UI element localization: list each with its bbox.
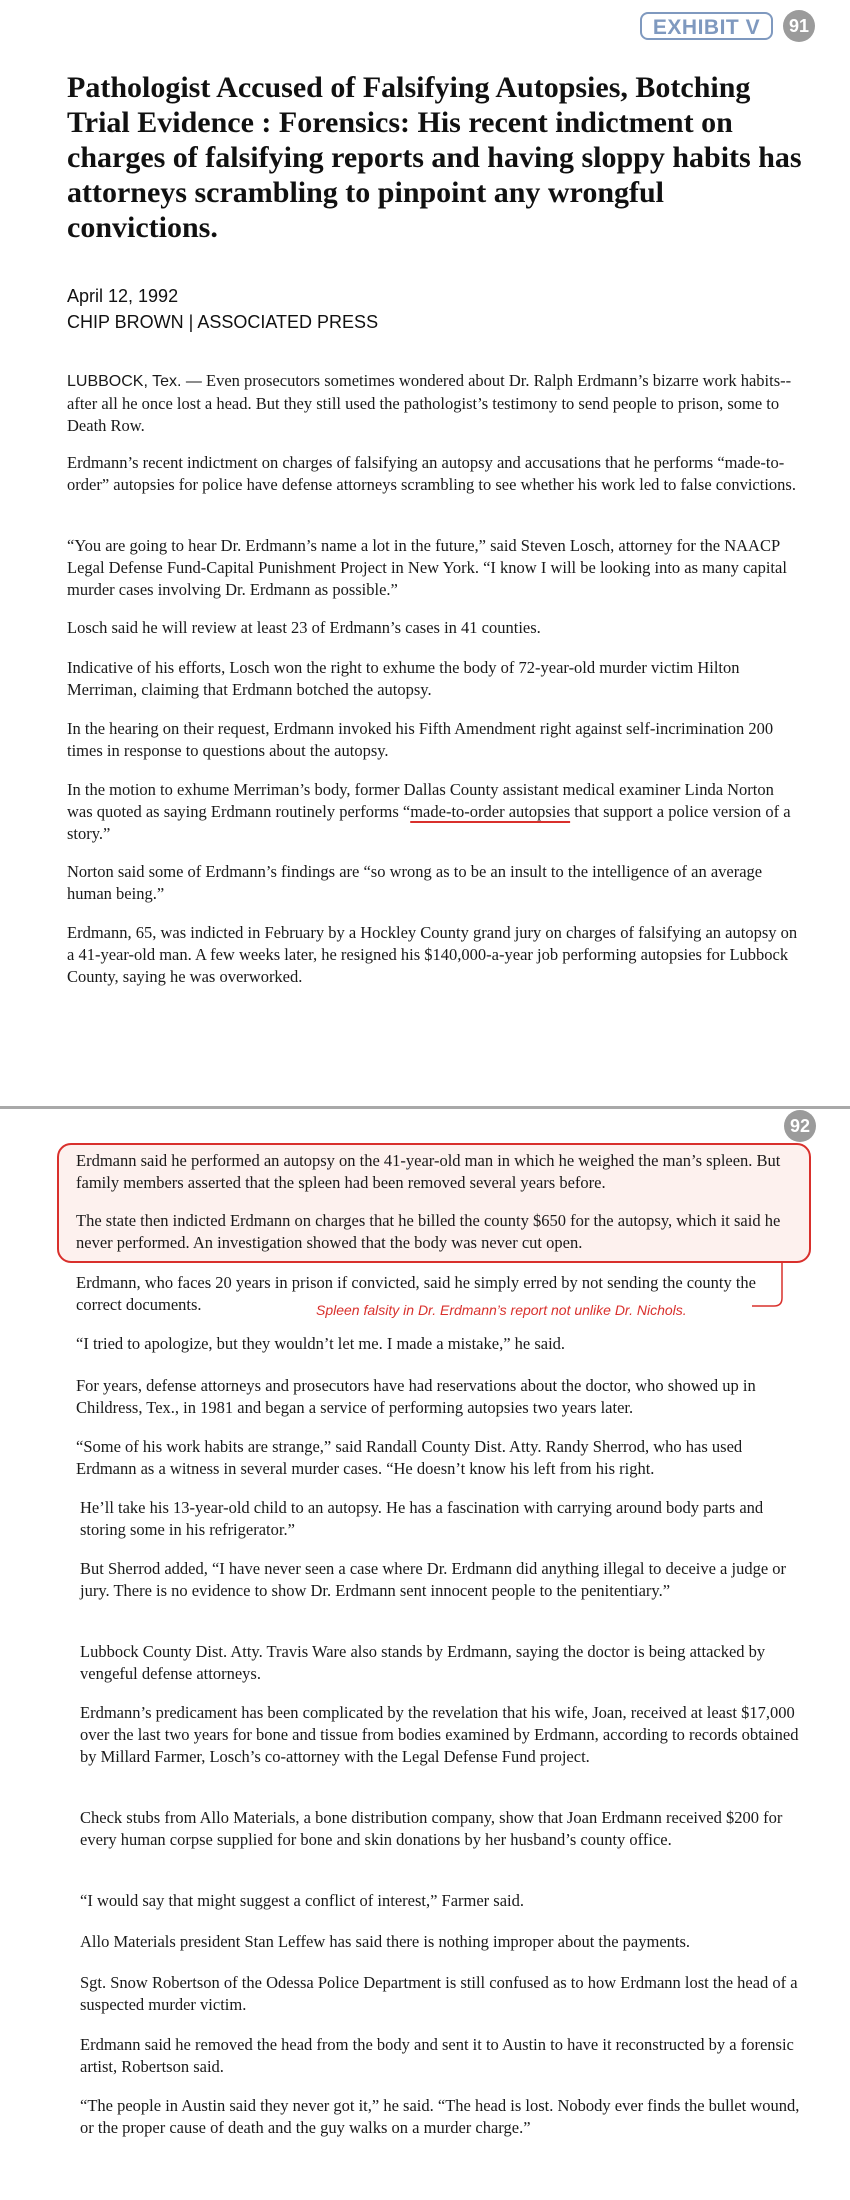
paragraph-7-text-a: In the motion to exhume Merriman’s body, former Dallas County assistant medical examiner Linda Norton was quoted as saying Erdmann routinely performs “ [67, 780, 774, 821]
dateline: LUBBOCK, Tex. — [67, 373, 202, 390]
annotation-note: Spleen falsity in Dr. Erdmann’s report not unlike Dr. Nichols. [316, 1302, 687, 1318]
paragraph-12: Erdmann, who faces 20 years in prison if convicted, said he simply erred by not sending the county the correct documents. [76, 1273, 756, 1314]
paragraph-19: Erdmann’s predicament has been complicated by the revelation that his wife, Joan, received at least $17,000 over the last two years for bone and tissue from bodies examined by Erdmann, according to records obtained by Millard Farmer, Losch’s co-attorney with the Legal Defense Fund project. [80, 1703, 799, 1766]
paragraph-11: The state then indicted Erdmann on charges that he billed the county $650 for the autopsy, which it said he never performed. An investigation showed that the body was never cut open. [76, 1211, 781, 1252]
paragraph-13: “I tried to apologize, but they wouldn’t let me. I made a mistake,” he said. [76, 1334, 566, 1353]
paragraph-5: Indicative of his efforts, Losch won the right to exhume the body of 72-year-old murder victim Hilton Merriman, claiming that Erdmann botched the autopsy. [67, 658, 740, 699]
paragraph-18: Lubbock County Dist. Atty. Travis Ware also stands by Erdmann, saying the doctor is being attacked by vengeful defense attorneys. [80, 1642, 766, 1683]
paragraph-9: Erdmann, 65, was indicted in February by a Hockley County grand jury on charges of falsifying an autopsy on a 41-year-old man. A few weeks later, he resigned his $140,000-a-year job performing autopsies for Lubbock County, saying he was overworked. [67, 923, 798, 986]
article-byline: CHIP BROWN | ASSOCIATED PRESS [67, 312, 379, 332]
paragraph-25: “The people in Austin said they never got it,” he said. “The head is lost. Nobody ever finds the bullet wound, or the proper cause of death and the guy walks on a murder charge.” [80, 2096, 800, 2137]
article-title: Pathologist Accused of Falsifying Autopsies, Botching Trial Evidence : Forensics: His recent indictment on charges of falsifying reports and having sloppy habits has attorneys scrambling to pinpoint any wrongful convictions. [67, 71, 802, 244]
page-number-badge-2: 92 [784, 1110, 816, 1142]
paragraph-22: Allo Materials president Stan Leffew has said there is nothing improper about the payments. [80, 1932, 691, 1951]
page-number-badge: 91 [783, 10, 815, 42]
paragraph-24: Erdmann said he removed the head from the body and sent it to Austin to have it reconstructed by a forensic artist, Robertson said. [80, 2035, 794, 2076]
paragraph-15: “Some of his work habits are strange,” said Randall County Dist. Atty. Randy Sherrod, who has used Erdmann as a witness in several murder cases. “He doesn’t know his left from his right. [76, 1437, 743, 1478]
paragraph-1-text: Even prosecutors sometimes wondered about Dr. Ralph Erdmann’s bizarre work habits--after all he once lost a head. But they still used the pathologist’s testimony to send people to prison, some to Death Row. [67, 371, 792, 435]
paragraph-14: For years, defense attorneys and prosecutors have had reservations about the doctor, who showed up in Childress, Tex., in 1981 and began a service of performing autopsies two years later. [76, 1376, 756, 1417]
paragraph-1 [67, 370, 802, 437]
paragraph-6: In the hearing on their request, Erdmann invoked his Fifth Amendment right against self-incrimination 200 times in response to questions about the autopsy. [67, 719, 774, 760]
paragraph-2: Erdmann’s recent indictment on charges of falsifying an autopsy and accusations that he performs “made-to-order” autopsies for police have defense attorneys scrambling to see whether his work led to false convictions. [67, 453, 796, 494]
page-divider [0, 1106, 850, 1109]
paragraph-3: “You are going to hear Dr. Erdmann’s name a lot in the future,” said Steven Losch, attorney for the NAACP Legal Defense Fund-Capital Punishment Project in New York. “I know I will be looking into as many capital murder cases involving Dr. Erdmann as possible.” [67, 536, 787, 599]
exhibit-stamp [640, 12, 810, 42]
paragraph-8: Norton said some of Erdmann’s findings are “so wrong as to be an insult to the intelligence of an average human being.” [67, 862, 763, 903]
paragraph-4: Losch said he will review at least 23 of Erdmann’s cases in 41 counties. [67, 618, 541, 637]
paragraph-7-text-b: that support a police version of a story.” [67, 802, 791, 843]
exhibit-label: EXHIBIT V [640, 12, 773, 40]
underlined-phrase: made-to-order autopsies [410, 802, 571, 821]
paragraph-10: Erdmann said he performed an autopsy on the 41-year-old man in which he weighed the man’s spleen. But family members asserted that the spleen had been removed several years before. [76, 1151, 781, 1192]
paragraph-20: Check stubs from Allo Materials, a bone distribution company, show that Joan Erdmann received $200 for every human corpse supplied for bone and skin donations by her husband’s county office. [80, 1808, 783, 1849]
paragraph-23: Sgt. Snow Robertson of the Odessa Police Department is still confused as to how Erdmann lost the head of a suspected murder victim. [80, 1973, 798, 2014]
paragraph-16: He’ll take his 13-year-old child to an autopsy. He has a fascination with carrying around body parts and storing some in his refrigerator.” [80, 1498, 764, 1539]
paragraph-21: “I would say that might suggest a conflict of interest,” Farmer said. [80, 1891, 525, 1910]
paragraph-7 [67, 779, 802, 845]
paragraph-17: But Sherrod added, “I have never seen a case where Dr. Erdmann did anything illegal to deceive a judge or jury. There is no evidence to show Dr. Erdmann sent innocent people to the penitentiary.” [80, 1559, 787, 1600]
article-date: April 12, 1992 [67, 286, 179, 306]
